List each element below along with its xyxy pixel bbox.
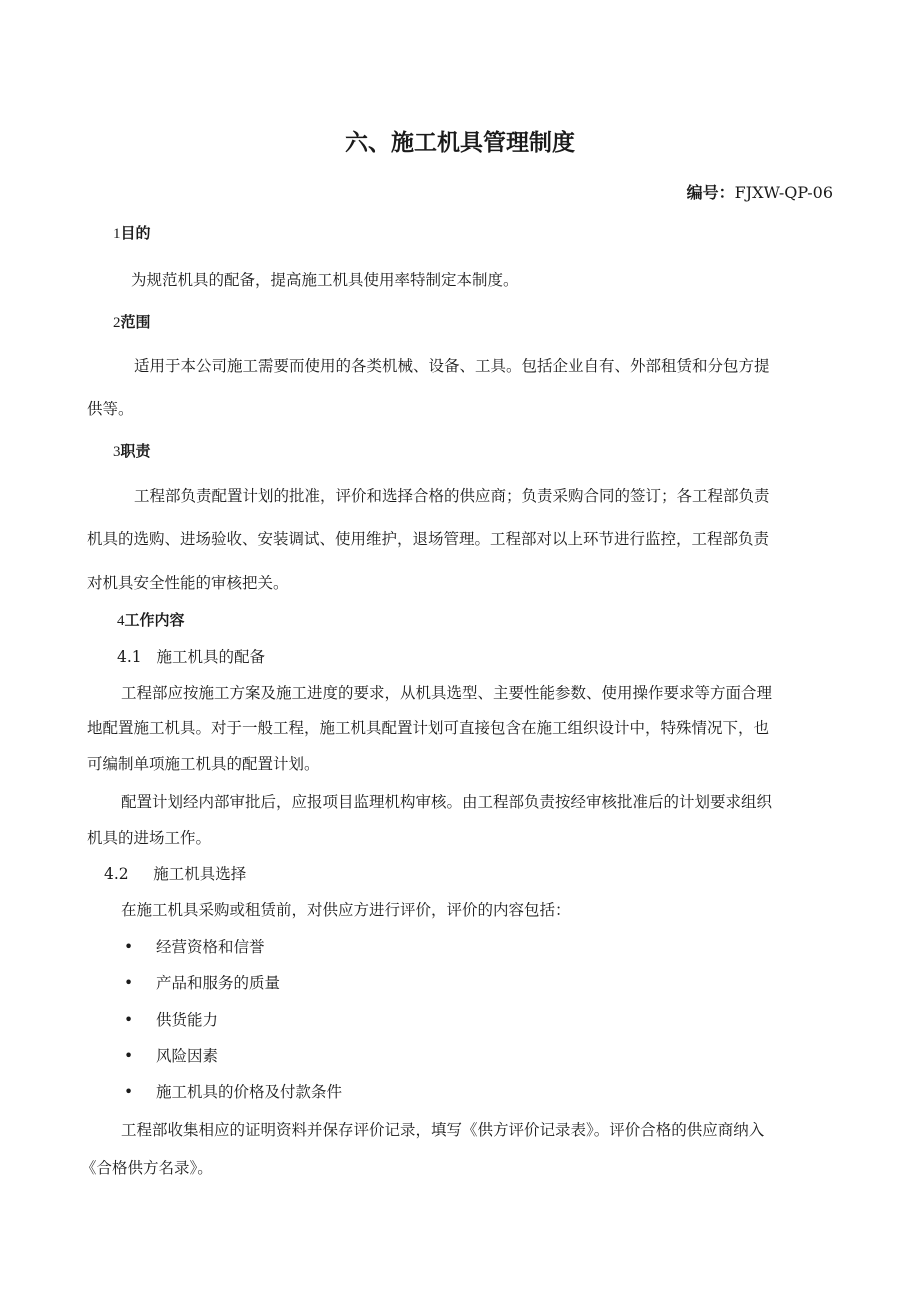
section-title: 职责 xyxy=(120,442,151,460)
list-item: • 施工机具的价格及付款条件 xyxy=(124,1083,343,1101)
document-code xyxy=(687,180,833,203)
subsection-number: 4.1 xyxy=(117,648,142,666)
list-item: • 经营资格和信誉 xyxy=(124,938,265,956)
list-item: • 产品和服务的质量 xyxy=(124,974,281,992)
section-3-line: 机具的选购、进场验收、安装调试、使用维护，退场管理。工程部对以上环节进行监控，工程部负责 xyxy=(87,530,770,548)
section-title: 目的 xyxy=(120,224,151,242)
bullet-icon: • xyxy=(124,1047,134,1065)
subsection-4-2-closing: 工程部收集相应的证明资料并保存评价记录，填写《供方评价记录表》。评价合格的供应商纳入 xyxy=(121,1121,765,1139)
section-2-heading xyxy=(113,311,151,332)
subsection-title: 施工机具选择 xyxy=(153,865,247,883)
section-1-heading xyxy=(113,222,151,243)
bullet-icon: • xyxy=(124,938,134,956)
subsection-4-1-line: 地配置施工机具。对于一般工程，施工机具配置计划可直接包含在施工组织设计中，特殊情况下，也 xyxy=(87,719,770,737)
subsection-4-2-intro: 在施工机具采购或租赁前，对供应方进行评价，评价的内容包括： xyxy=(121,901,571,919)
document-code-value: FJXW-QP-06 xyxy=(734,183,833,202)
subsection-4-1-heading xyxy=(117,645,265,667)
section-title: 范围 xyxy=(120,313,151,331)
bullet-icon: • xyxy=(124,1083,134,1101)
list-item: • 供货能力 xyxy=(124,1011,219,1029)
subsection-4-2-closing: 《合格供方名录》。 xyxy=(81,1159,213,1177)
subsection-4-1-line: 工程部应按施工方案及施工进度的要求，从机具选型、主要性能参数、使用操作要求等方面合理 xyxy=(121,684,773,702)
section-3-line: 对机具安全性能的审核把关。 xyxy=(87,574,289,592)
subsection-4-2-heading xyxy=(104,862,246,884)
section-number: 4 xyxy=(117,613,125,629)
section-1-text: 为规范机具的配备，提高施工机具使用率特制定本制度。 xyxy=(131,271,519,289)
section-4-heading xyxy=(117,609,185,630)
list-item: • 风险因素 xyxy=(124,1047,219,1065)
section-number: 1 xyxy=(113,226,121,242)
subsection-title: 施工机具的配备 xyxy=(156,648,265,666)
subsection-4-1-line: 机具的进场工作。 xyxy=(87,829,212,847)
subsection-4-1-line: 可编制单项施工机具的配置计划。 xyxy=(87,755,320,773)
page-title: 六、施工机具管理制度 xyxy=(345,130,575,156)
section-2-line: 供等。 xyxy=(87,400,134,418)
document-code-label: 编号： xyxy=(686,183,735,202)
bullet-icon: • xyxy=(124,1011,134,1029)
section-3-line: 工程部负责配置计划的批准，评价和选择合格的供应商；负责采购合同的签订；各工程部负责 xyxy=(134,487,770,505)
subsection-number: 4.2 xyxy=(104,865,129,883)
section-2-line: 适用于本公司施工需要而使用的各类机械、设备、工具。包括企业自有、外部租赁和分包方提 xyxy=(134,357,770,375)
bullet-icon: • xyxy=(124,974,134,992)
section-3-heading xyxy=(113,440,151,461)
section-title: 工作内容 xyxy=(124,611,185,629)
subsection-4-1-line: 配置计划经内部审批后，应报项目监理机构审核。由工程部负责按经审核批准后的计划要求组织 xyxy=(121,793,773,811)
section-number: 2 xyxy=(113,315,121,331)
section-number: 3 xyxy=(113,444,121,460)
